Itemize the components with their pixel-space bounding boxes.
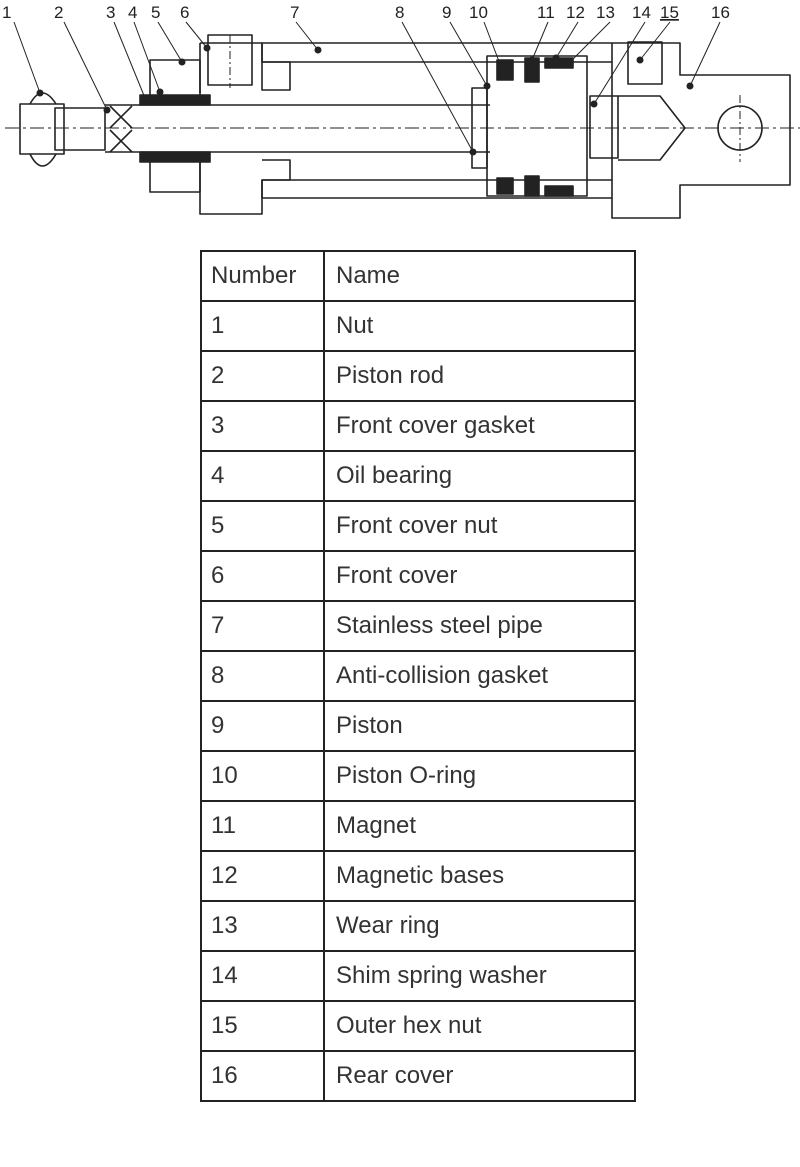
callout-14: 14 [632, 3, 651, 22]
part-number: 10 [201, 751, 324, 801]
part-number: 7 [201, 601, 324, 651]
table-row [201, 751, 635, 801]
table-row [201, 401, 635, 451]
table-body [201, 301, 635, 1101]
wear-ring-bottom [545, 186, 573, 196]
part-number: 16 [201, 1051, 324, 1101]
part-name: Shim spring washer [324, 951, 635, 1001]
table-row [201, 651, 635, 701]
callout-3: 3 [106, 3, 116, 22]
table-row [201, 601, 635, 651]
part-name: Outer hex nut [324, 1001, 635, 1051]
part-name: Wear ring [324, 901, 635, 951]
part-name: Piston rod [324, 351, 635, 401]
part-name: Rear cover [324, 1051, 635, 1101]
callout-5: 5 [151, 3, 161, 22]
table-row [201, 851, 635, 901]
part-name: Anti-collision gasket [324, 651, 635, 701]
table-row [201, 301, 635, 351]
gasket-x [110, 106, 132, 152]
callout-12: 12 [566, 3, 585, 22]
callout-16: 16 [711, 3, 730, 22]
rod-nut-bottom [30, 154, 56, 166]
callout-11: 11 [537, 3, 555, 22]
rod-thread [55, 108, 105, 150]
part-name: Nut [324, 301, 635, 351]
callout-8: 8 [395, 3, 405, 22]
part-number: 15 [201, 1001, 324, 1051]
parts-table [200, 250, 636, 1102]
part-number: 5 [201, 501, 324, 551]
callout-9: 9 [442, 3, 452, 22]
part-name: Stainless steel pipe [324, 601, 635, 651]
callout-7: 7 [290, 3, 300, 22]
part-number: 12 [201, 851, 324, 901]
part-number: 2 [201, 351, 324, 401]
table-row [201, 451, 635, 501]
table-header-row [201, 251, 635, 301]
part-number: 4 [201, 451, 324, 501]
rear-port [628, 42, 662, 84]
part-name: Magnetic bases [324, 851, 635, 901]
part-name: Front cover gasket [324, 401, 635, 451]
part-name: Piston O-ring [324, 751, 635, 801]
part-number: 1 [201, 301, 324, 351]
oil-bearing [140, 95, 210, 105]
header-name: Name [324, 251, 635, 301]
table-row [201, 951, 635, 1001]
callout-4: 4 [128, 3, 138, 22]
oil-bearing-bottom [140, 152, 210, 162]
part-number: 14 [201, 951, 324, 1001]
part-number: 3 [201, 401, 324, 451]
part-number: 9 [201, 701, 324, 751]
part-number: 13 [201, 901, 324, 951]
table-row [201, 1051, 635, 1101]
part-number: 8 [201, 651, 324, 701]
magnet-bottom [525, 176, 539, 196]
callout-13: 13 [596, 3, 615, 22]
callout-2: 2 [54, 3, 64, 22]
part-number: 6 [201, 551, 324, 601]
table-row [201, 351, 635, 401]
table-row [201, 901, 635, 951]
rod-nut [20, 104, 64, 154]
part-name: Magnet [324, 801, 635, 851]
cylinder-cross-section-diagram [0, 0, 800, 225]
part-name: Piston [324, 701, 635, 751]
callout-15: 15 [660, 3, 679, 22]
table-row [201, 501, 635, 551]
header-number: Number [201, 251, 324, 301]
table-row [201, 1001, 635, 1051]
table-row [201, 801, 635, 851]
table-row [201, 701, 635, 751]
callout-10: 10 [469, 3, 488, 22]
piston-o-ring-bottom [497, 178, 513, 194]
part-name: Oil bearing [324, 451, 635, 501]
callout-6: 6 [180, 3, 190, 22]
part-number: 11 [201, 801, 324, 851]
part-name: Front cover [324, 551, 635, 601]
part-name: Front cover nut [324, 501, 635, 551]
rear-cover [612, 43, 790, 218]
table-row [201, 551, 635, 601]
callout-1: 1 [2, 3, 12, 22]
